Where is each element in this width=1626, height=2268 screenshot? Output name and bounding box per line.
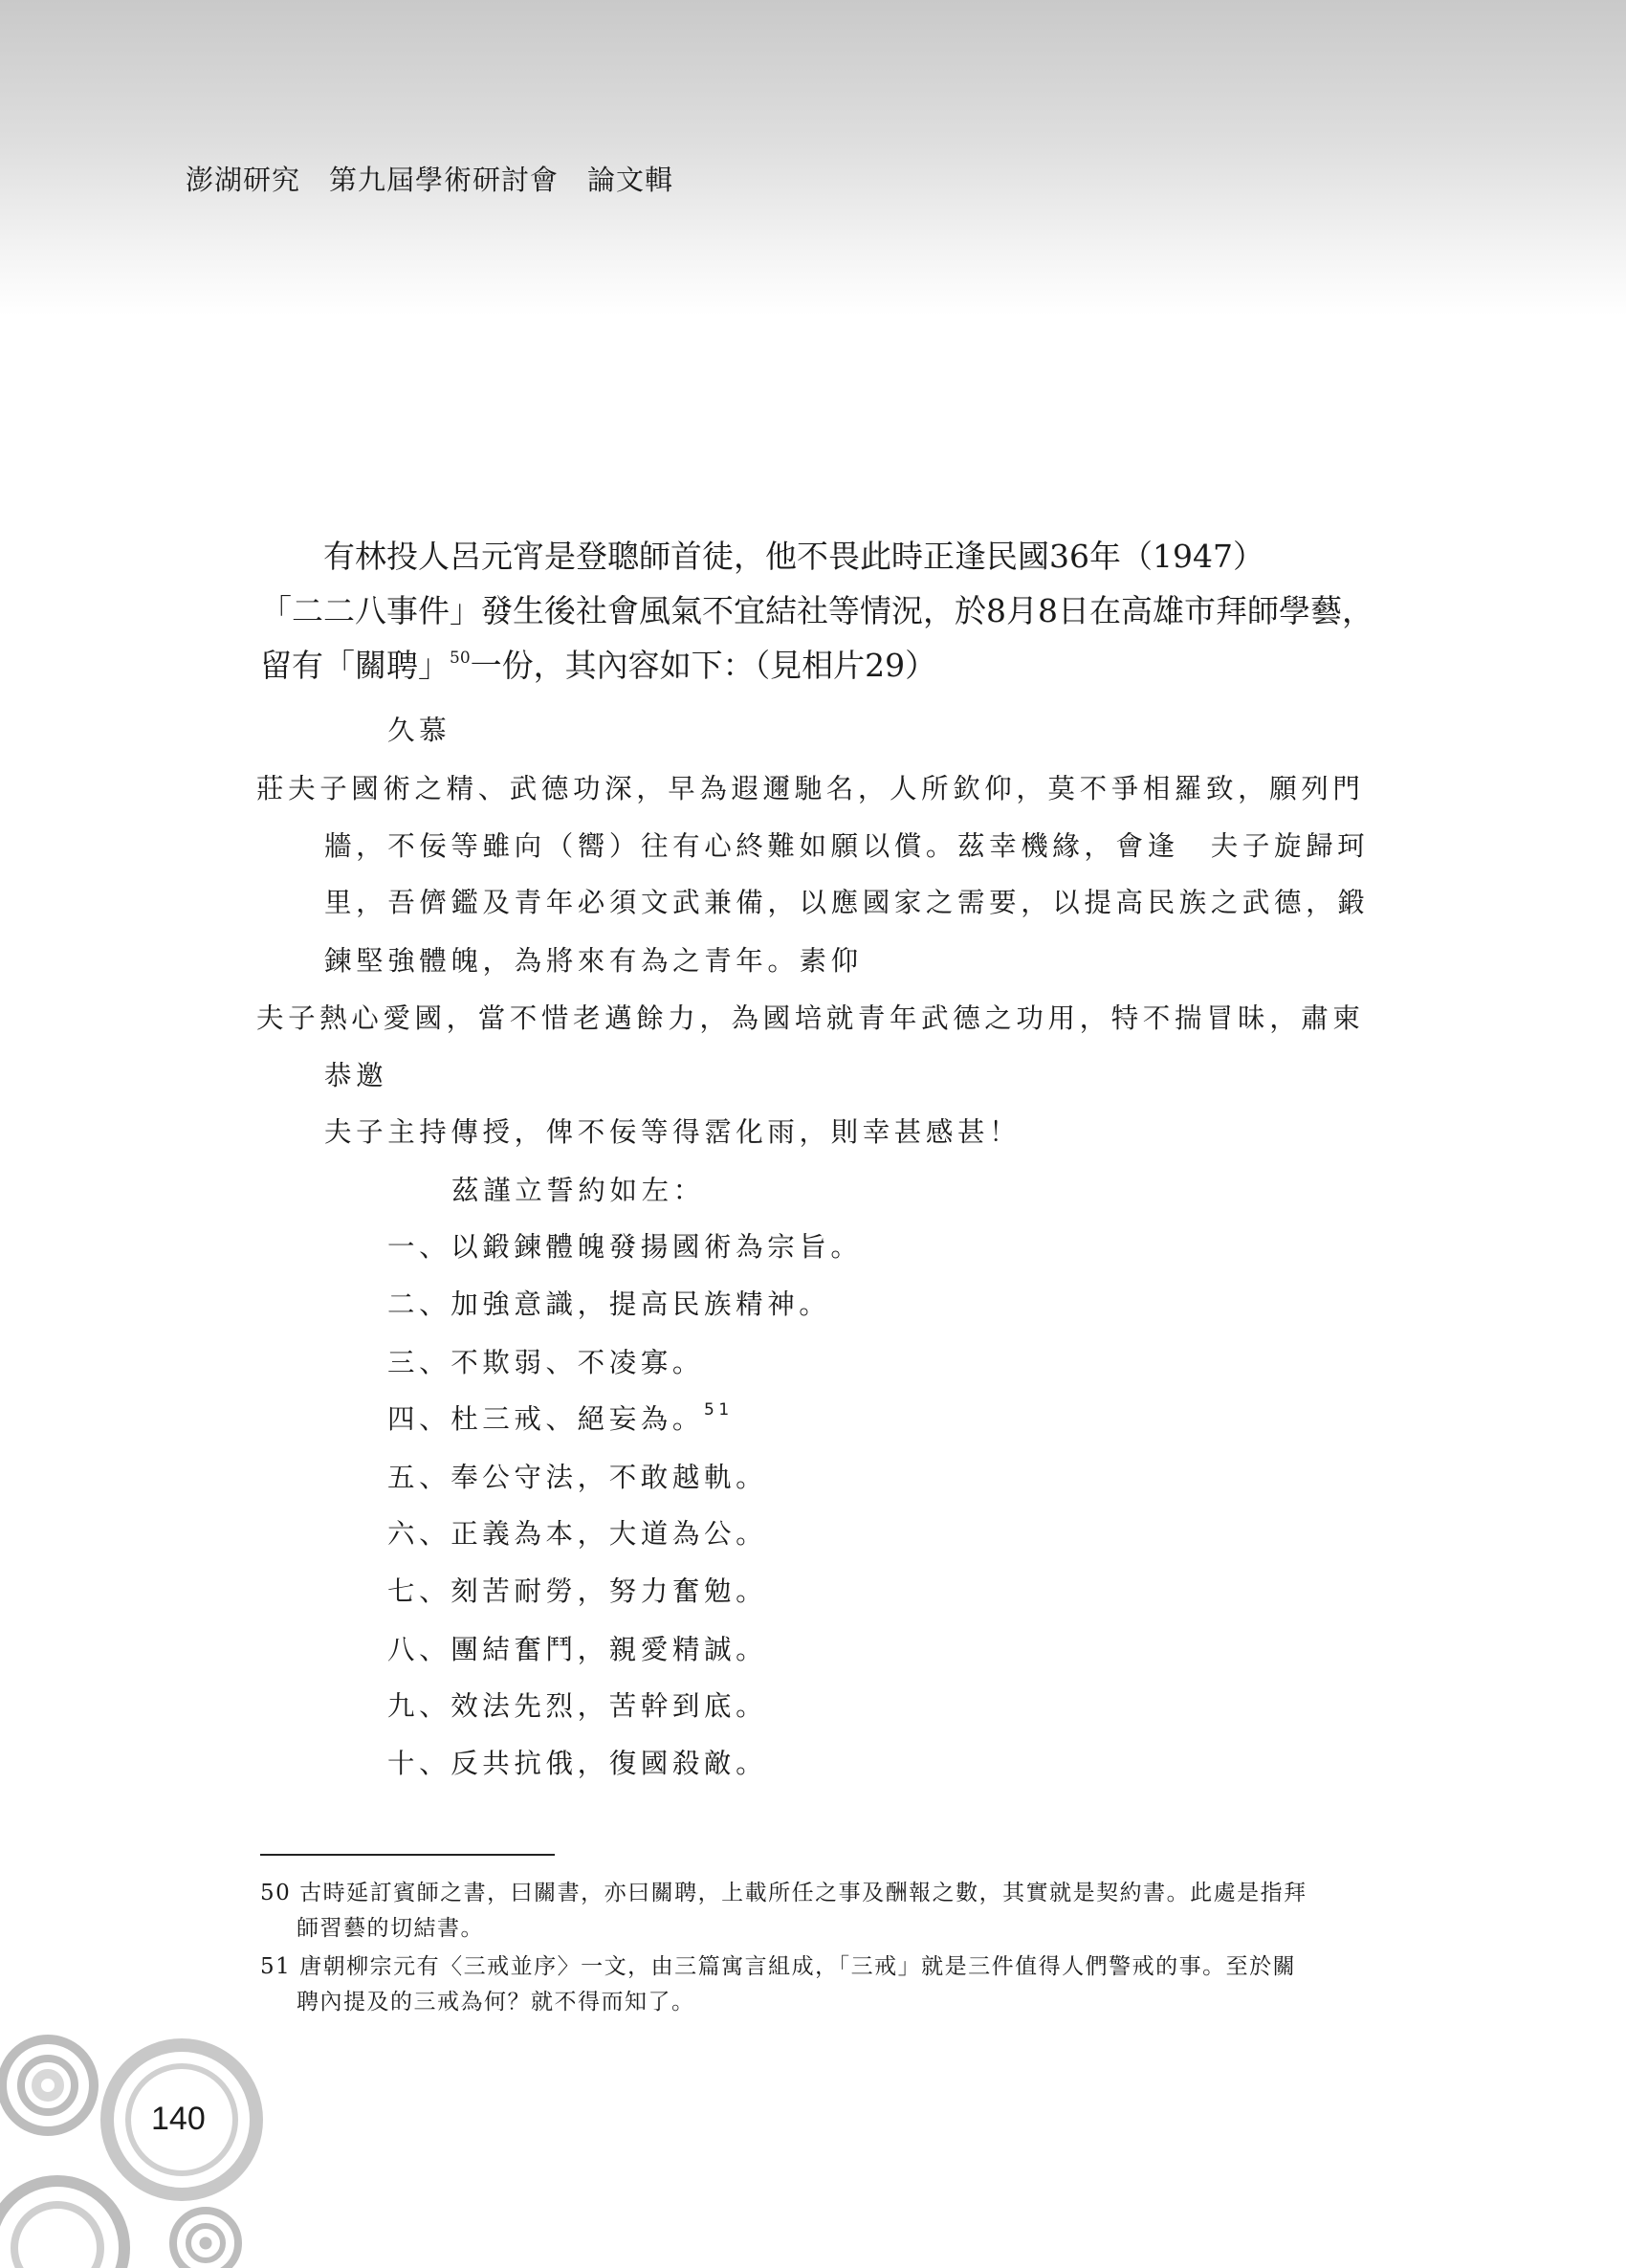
oath-item: 三、不欺弱、不凌寡。 xyxy=(387,1347,705,1378)
footnote-text: 古時延訂賓師之書，曰關書，亦曰關聘，上載所任之事及酬報之數，其實就是契約書。此處是指拜 xyxy=(299,1881,1307,1905)
letter-line: 鍊堅強體魄，為將來有為之青年。素仰 xyxy=(324,945,863,977)
footnote-divider xyxy=(260,1854,555,1856)
footnote-number: 50 xyxy=(260,1881,292,1905)
footnote-ref: 50 xyxy=(450,649,471,668)
oath-item: 二、加強意識，提高民族精神。 xyxy=(387,1288,831,1320)
text: 一份，其內容如下：（見相片29） xyxy=(470,647,937,684)
footnote xyxy=(260,1949,1296,1980)
letter-line: 夫子熱心愛國，當不惜老邁餘力，為國培就青年武德之功用，特不揣冒昧，肅柬 xyxy=(256,1002,1365,1034)
oath-item: 六、正義為本，大道為公。 xyxy=(387,1518,768,1550)
text: 留有「關聘」 xyxy=(260,647,450,684)
letter-line: 牆，不佞等雖向（嚮）往有心終難如願以償。茲幸機緣，會逢 夫子旋歸珂 xyxy=(324,830,1370,862)
footnote-ref: 51 xyxy=(704,1400,734,1420)
oath-item xyxy=(387,1398,734,1437)
oath-item: 九、效法先烈，苦幹到底。 xyxy=(387,1690,768,1722)
footnote-text: 唐朝柳宗元有〈三戒並序〉一文，由三篇寓言組成，「三戒」就是三件值得人們警戒的事。至於關 xyxy=(299,1954,1297,1979)
footnote-number: 51 xyxy=(260,1954,292,1979)
oath-item: 五、奉公守法，不敢越軌。 xyxy=(387,1462,768,1493)
oath-item: 七、刻苦耐勞，努力奮勉。 xyxy=(387,1575,768,1607)
header-band xyxy=(0,0,1626,316)
oath-item: 十、反共抗俄，復國殺敵。 xyxy=(387,1748,768,1779)
oath-item: 八、團結奮鬥，親愛精誠。 xyxy=(387,1634,768,1665)
letter-line: 里，吾儕鑑及青年必須文武兼備，以應國家之需要，以提高民族之武德，鍛 xyxy=(324,887,1370,918)
paragraph-line: 有林投人呂元宵是登聰師首徒，他不畏此時正逢民國36年（1947） xyxy=(323,538,1264,575)
paragraph-line xyxy=(260,641,936,686)
letter-line: 恭邀 xyxy=(324,1060,388,1091)
letter-line: 莊夫子國術之精、武德功深，早為遐邇馳名，人所欽仰，莫不爭相羅致，願列門 xyxy=(256,773,1365,804)
oath-item: 一、以鍛鍊體魄發揚國術為宗旨。 xyxy=(387,1231,863,1263)
footnote xyxy=(260,1875,1307,1906)
paragraph-line: 「二二八事件」發生後社會風氣不宜結社等情況，於8月8日在高雄市拜師學藝， xyxy=(260,592,1373,629)
footnote-text: 聘內提及的三戒為何？就不得而知了。 xyxy=(297,1990,695,2015)
letter-line: 久慕 xyxy=(387,715,451,746)
letter-line: 夫子主持傳授，俾不佞等得霑化雨，則幸甚感甚！ xyxy=(324,1116,1022,1148)
page-number: 140 xyxy=(151,2101,206,2137)
running-header: 澎湖研究 第九屆學術研討會 論文輯 xyxy=(186,164,674,196)
decorative-circles xyxy=(0,2028,287,2268)
footnote-text: 師習藝的切結書。 xyxy=(297,1916,484,1941)
text: 四、杜三戒、絕妄為。 xyxy=(387,1403,705,1435)
letter-line: 茲謹立誓約如左： xyxy=(451,1175,705,1206)
